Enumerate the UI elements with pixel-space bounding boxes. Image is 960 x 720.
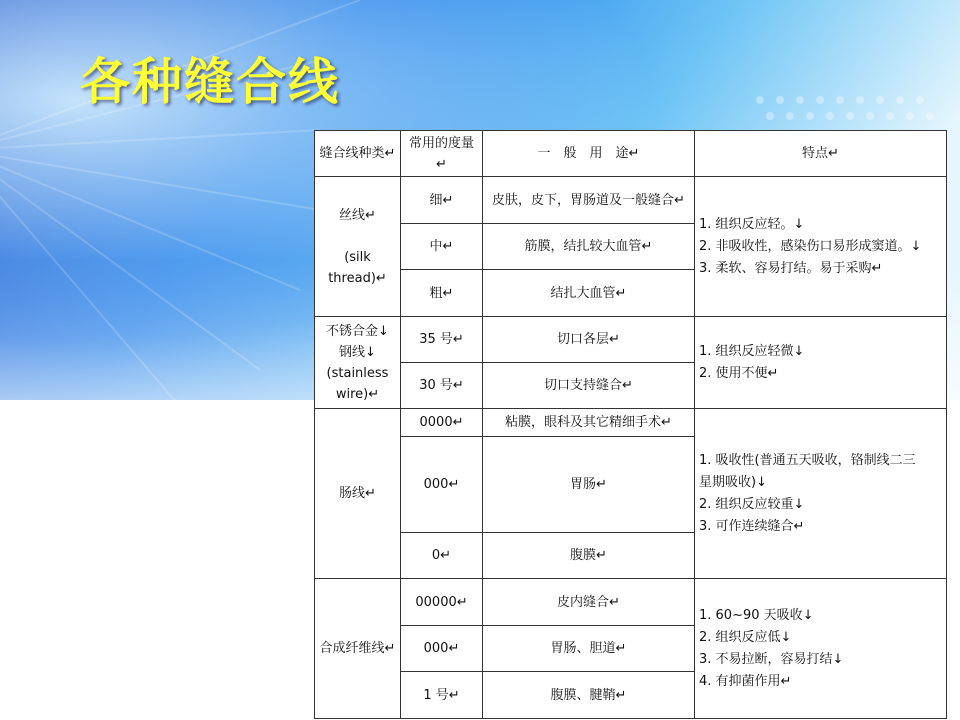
table-row: [315, 317, 947, 363]
table-row: [315, 409, 947, 437]
use-cell: 结扎大血管↵: [483, 270, 695, 317]
features-cell-silk: 1. 组织反应轻。↓ 2. 非吸收性，感染伤口易形成窦道。↓ 3. 柔软、容易打结。易于采购↵: [695, 177, 947, 317]
suture-kind-synthetic: 合成纤维线↵: [315, 579, 401, 719]
use-cell: 粘膜，眼科及其它精细手术↵: [483, 409, 695, 437]
measure-cell: 30 号↵: [401, 363, 483, 409]
features-cell-stainless: 1. 组织反应轻微↓ 2. 使用不便↵: [695, 317, 947, 409]
use-cell: 腹膜、腱鞘↵: [483, 672, 695, 719]
measure-cell: 粗↵: [401, 270, 483, 317]
header-use: 一 般 用 途↵: [483, 131, 695, 177]
suture-kind-stainless: 不锈合金↓ 钢线↓ (stainless wire)↵: [315, 317, 401, 409]
slide-title: 各种缝合线: [80, 53, 340, 111]
header-kind: 缝合线种类↵: [315, 131, 401, 177]
use-cell: 腹膜↵: [483, 533, 695, 579]
use-cell: 皮肤，皮下，胃肠道及一般缝合↵: [483, 177, 695, 224]
use-cell: 切口支持缝合↵: [483, 363, 695, 409]
features-cell-synthetic: 1. 60~90 天吸收↓ 2. 组织反应低↓ 3. 不易拉断，容易打结↓ 4. 有抑菌作用↵: [695, 579, 947, 719]
table-row: [315, 579, 947, 626]
measure-cell: 0000↵: [401, 409, 483, 437]
measure-cell: 35 号↵: [401, 317, 483, 363]
use-cell: 筋膜，结扎较大血管↵: [483, 224, 695, 270]
measure-cell: 0↵: [401, 533, 483, 579]
use-cell: 胃肠↵: [483, 437, 695, 533]
suture-kind-silk: 丝线↵ (silk thread)↵: [315, 177, 401, 317]
use-cell: 胃肠、胆道↵: [483, 626, 695, 672]
header-measure: 常用的度量↵: [401, 131, 483, 177]
header-features: 特点↵: [695, 131, 947, 177]
suture-table: [314, 130, 947, 719]
measure-cell: 000↵: [401, 626, 483, 672]
table-row: [315, 177, 947, 224]
features-cell-catgut: 1. 吸收性(普通五天吸收，铬制线二三 星期吸收)↓ 2. 组织反应较重↓ 3. 可作连续缝合↵: [695, 409, 947, 579]
measure-cell: 000↵: [401, 437, 483, 533]
suture-kind-catgut: 肠线↵: [315, 409, 401, 579]
measure-cell: 细↵: [401, 177, 483, 224]
use-cell: 切口各层↵: [483, 317, 695, 363]
measure-cell: 中↵: [401, 224, 483, 270]
table-header-row: [315, 131, 947, 177]
measure-cell: 1 号↵: [401, 672, 483, 719]
measure-cell: 00000↵: [401, 579, 483, 626]
use-cell: 皮内缝合↵: [483, 579, 695, 626]
